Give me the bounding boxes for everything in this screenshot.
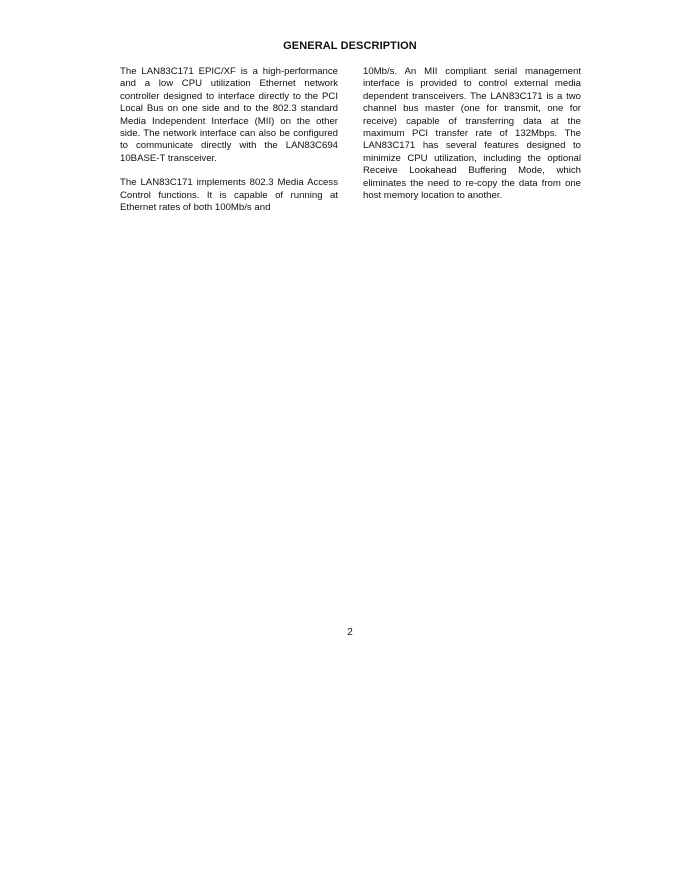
- left-paragraph-2: The LAN83C171 implements 802.3 Media Access Control functions. It is capable of running at Ethernet rates of both 100Mb/s and: [120, 177, 338, 214]
- left-column: [120, 66, 338, 226]
- page-number: 2: [347, 627, 353, 638]
- left-paragraph-1: The LAN83C171 EPIC/XF is a high-performance and a low CPU utilization Ethernet network controller designed to interface directly to the PCI Local Bus on one side and to the 802.3 standard Media Independent Interface (MII) on the other side. The network interface can also be configured to communicate directly with the LAN83C694 10BASE-T transceiver.: [120, 66, 338, 164]
- right-column: [363, 66, 581, 214]
- section-heading: GENERAL DESCRIPTION: [283, 40, 417, 52]
- right-paragraph-1: 10Mb/s. An MII compliant serial management interface is provided to control external media dependent transceivers. The LAN83C171 is a two channel bus master (one for transmit, one for receive) capable of transferring data at the maximum PCI transfer rate of 132Mbps. The LAN83C171 has several features designed to minimize CPU utilization, including the optional Receive Lookahead Buffering Mode, which eliminates the need to re-copy the data from one host memory location to another.: [363, 66, 581, 202]
